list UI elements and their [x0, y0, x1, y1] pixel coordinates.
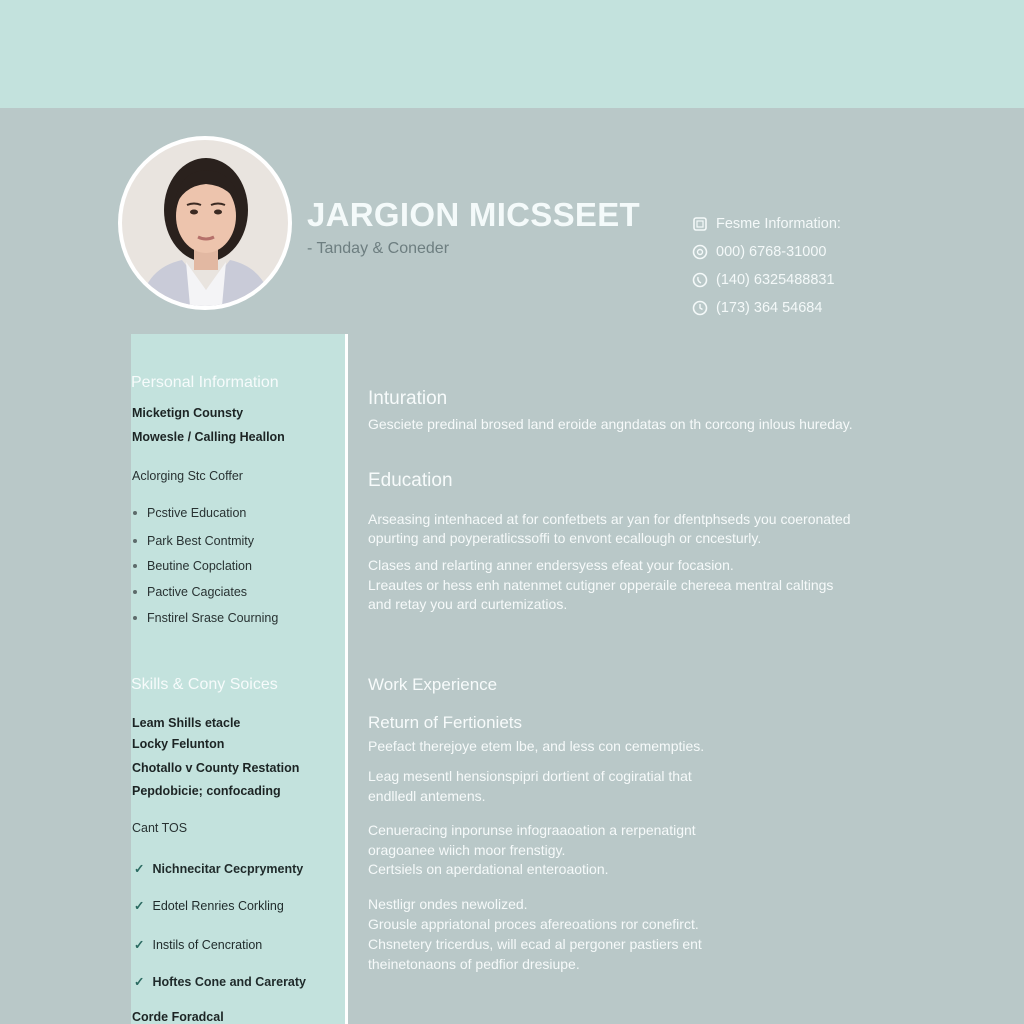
checklist-item	[134, 898, 284, 913]
list-item	[133, 534, 254, 548]
list-item-text: Pcstive Education	[147, 506, 247, 520]
clock-icon	[692, 300, 708, 316]
header-band	[0, 0, 1024, 108]
contact-text: (173) 364 54684	[716, 300, 823, 316]
skill-item: Pepdobicie; confocading	[132, 784, 281, 798]
education-line: Clases and relarting anner endersyess efeat your focasion.	[368, 557, 734, 573]
education-heading: Education	[368, 470, 453, 491]
list-item	[133, 506, 246, 520]
check-icon: ✓	[134, 862, 145, 876]
work-line: endlledl antemens.	[368, 788, 486, 804]
list-item	[133, 611, 278, 625]
work-line: Leag mesentl hensionspipri dortient of cogiratial that	[368, 768, 692, 784]
bullet-icon	[133, 539, 137, 543]
checklist-item-text: Hoftes Cone and Careraty	[152, 975, 306, 989]
skill-item: Chotallo v County Restation	[132, 761, 300, 775]
sidebar-footer-item: Corde Foradcal	[132, 1010, 224, 1024]
bullet-icon	[133, 590, 137, 594]
education-line: and retay you ard curtemizatios.	[368, 596, 568, 612]
checklist-item	[134, 937, 262, 952]
candidate-subtitle: - Tanday & Coneder	[307, 240, 450, 257]
checklist-item-text: Edotel Renries Corkling	[152, 899, 284, 913]
skills-note: Cant TOS	[132, 821, 188, 835]
list-item	[133, 585, 247, 599]
check-icon: ✓	[134, 975, 145, 989]
work-subheading: Return of Fertioniets	[368, 713, 523, 732]
bullet-icon	[133, 511, 137, 515]
list-item	[133, 559, 252, 573]
check-icon: ✓	[134, 899, 145, 913]
introduction-text: Gesciete predinal brosed land eroide angndatas on th corcong inlous hureday.	[368, 416, 853, 432]
phone-icon	[692, 272, 708, 288]
work-line: Chsnetery tricerdus, will ecad al pergoner pastiers ent	[368, 936, 702, 952]
bullet-icon	[133, 616, 137, 620]
skill-item: Locky Felunton	[132, 737, 225, 751]
personal-info-heading: Personal Information	[131, 374, 279, 391]
education-line: Arseasing intenhaced at for confetbets ar yan for dfentphseds you coeronated	[368, 511, 851, 527]
contact-row-email	[692, 238, 841, 266]
column-divider	[345, 334, 348, 1024]
list-item-text: Beutine Copclation	[147, 559, 252, 573]
work-line: Grousle appriatonal proces afereoations ror conefirct.	[368, 916, 699, 932]
work-line: theinetonaons of pedfior dresiupe.	[368, 956, 580, 972]
contact-text: Fesme Information:	[716, 216, 841, 232]
education-line: Lreautes or hess enh natenmet cutigner opperaile chereea mentral caltings	[368, 577, 834, 593]
work-line: Nestligr ondes newolized.	[368, 896, 528, 912]
checklist-item-text: Instils of Cencration	[152, 938, 263, 952]
candidate-name: JARGION MICSSEET	[307, 196, 641, 233]
introduction-heading: Inturation	[368, 388, 448, 409]
work-line: Peefact therejoye etem lbe, and less con cemempties.	[368, 738, 705, 754]
document-icon	[692, 216, 708, 232]
personal-detail: Micketign Counsty	[132, 406, 244, 420]
contact-block	[692, 210, 841, 322]
checklist-item	[134, 974, 306, 989]
personal-detail: Mowesle / Calling Heallon	[132, 430, 285, 444]
work-line: Cenueracing inporunse infograaoation a rerpenatignt	[368, 822, 696, 838]
education-line: opurting and poyperatlicssoffi to envont ecallough or cncesturly.	[368, 530, 762, 546]
check-icon: ✓	[134, 938, 145, 952]
contact-row-info	[692, 210, 841, 238]
contact-text: 000) 6768-31000	[716, 244, 827, 260]
contact-row-phone	[692, 266, 841, 294]
bullet-icon	[133, 564, 137, 568]
checklist-item-text: Nichnecitar Cecprymenty	[152, 862, 304, 876]
work-line: Certsiels on aperdational enteroaotion.	[368, 861, 609, 877]
skill-item: Leam Shills etacle	[132, 716, 241, 730]
contact-row-hours	[692, 294, 841, 322]
profile-photo	[118, 136, 292, 310]
list-item-text: Fnstirel Srase Courning	[147, 611, 279, 625]
checklist-item	[134, 861, 303, 876]
work-experience-heading: Work Experience	[368, 675, 498, 694]
contact-text: (140) 6325488831	[716, 272, 835, 288]
skills-heading: Skills & Cony Soices	[131, 676, 278, 693]
list-item-text: Park Best Contmity	[147, 534, 254, 548]
at-icon	[692, 244, 708, 260]
work-line: oragoanee wiich moor frenstigy.	[368, 842, 566, 858]
list-item-text: Pactive Cagciates	[147, 585, 248, 599]
personal-note: Aclorging Stc Coffer	[132, 469, 243, 483]
